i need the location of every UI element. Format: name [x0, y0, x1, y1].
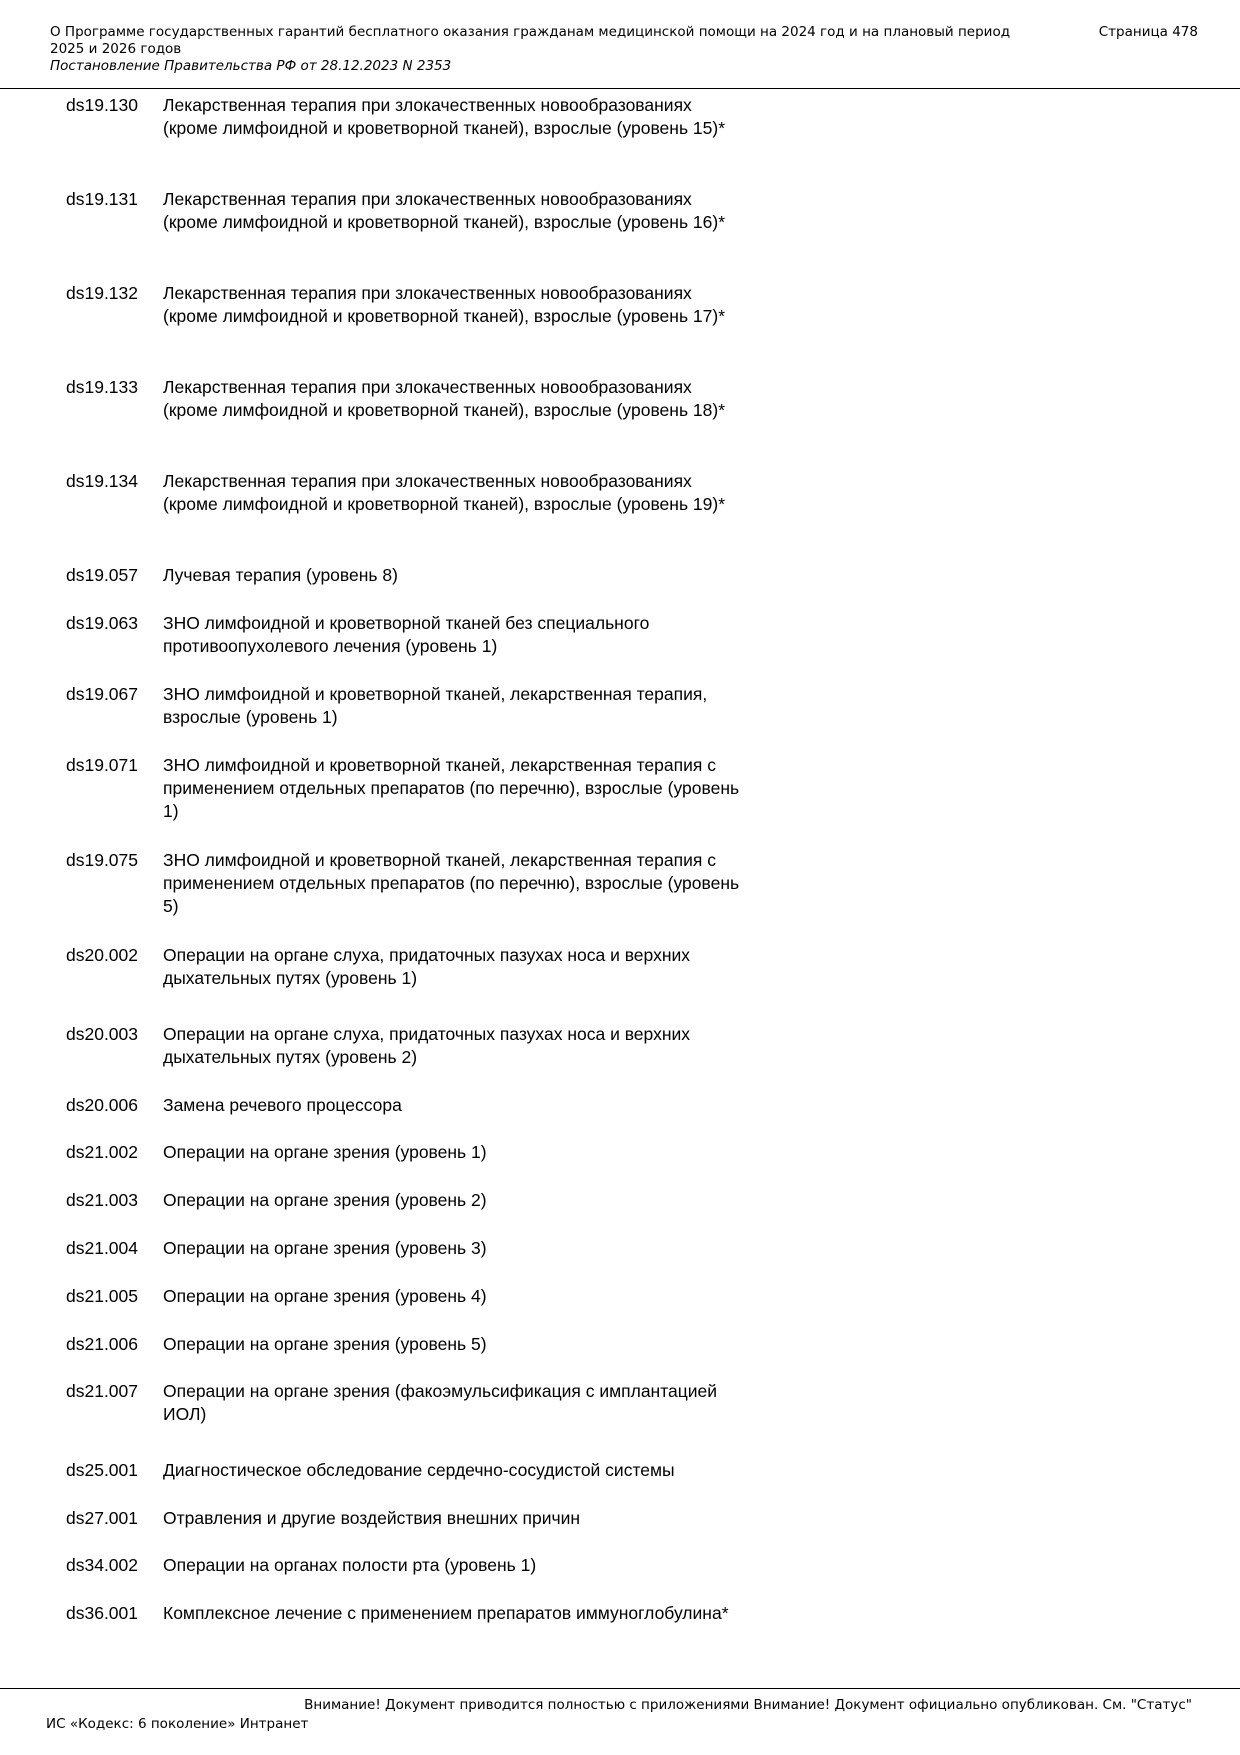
page-header: [50, 24, 1198, 75]
document-reference: Постановление Правительства РФ от 28.12.2023 N 2353: [50, 58, 452, 74]
row-description: ЗНО лимфоидной и кроветворной тканей, лекарственная терапия, взрослые (уровень 1): [163, 684, 708, 727]
row-description: Диагностическое обследование сердечно-сосудистой системы: [163, 1460, 675, 1480]
row-description: Операции на органе зрения (уровень 5): [163, 1334, 487, 1354]
footer-system-name: ИС «Кодекс: 6 поколение» Интранет: [46, 1716, 309, 1732]
row-description: ЗНО лимфоидной и кроветворной тканей без специального противоопухолевого лечения (уровень 1): [163, 613, 650, 656]
row-description: Лекарственная терапия при злокачественных новообразованиях (кроме лимфоидной и кроветворной тканей), взрослые (уровень 17)*: [163, 283, 726, 326]
row-code: ds19.131: [66, 189, 139, 209]
row-description: Операции на органе зрения (уровень 3): [163, 1238, 487, 1258]
row-description: Замена речевого процессора: [163, 1095, 402, 1115]
row-code: ds21.002: [66, 1142, 139, 1162]
row-code: ds19.067: [66, 684, 139, 704]
footer-divider: [0, 1688, 1240, 1689]
row-description: Лекарственная терапия при злокачественных новообразованиях (кроме лимфоидной и кроветворной тканей), взрослые (уровень 18)*: [163, 377, 726, 420]
row-code: ds19.134: [66, 471, 139, 491]
row-description: Операции на органе слуха, придаточных пазухах носа и верхних дыхательных путях (уровень 1): [163, 945, 691, 988]
row-description: ЗНО лимфоидной и кроветворной тканей, лекарственная терапия с применением отдельных препаратов (по перечню), взрослые (уровень 1): [163, 755, 740, 821]
row-code: ds21.003: [66, 1190, 139, 1210]
row-description: Лучевая терапия (уровень 8): [163, 565, 398, 585]
row-code: ds19.063: [66, 613, 139, 633]
row-code: ds21.004: [66, 1238, 139, 1258]
row-description: Комплексное лечение с применением препаратов иммуноглобулина*: [163, 1603, 729, 1623]
document-title: О Программе государственных гарантий бесплатного оказания гражданам медицинской помощи на 2024 год и на плановый период 2025 и 2026 годов: [50, 24, 1011, 57]
page-number: Страница 478: [1098, 24, 1198, 40]
header-divider: [0, 88, 1240, 89]
row-code: ds19.057: [66, 565, 139, 585]
row-code: ds19.075: [66, 850, 139, 870]
row-description: Отравления и другие воздействия внешних причин: [163, 1508, 581, 1528]
row-description: Операции на органе зрения (уровень 2): [163, 1190, 487, 1210]
row-code: ds19.133: [66, 377, 139, 397]
row-code: ds19.132: [66, 283, 139, 303]
row-code: ds19.130: [66, 95, 139, 115]
row-description: ЗНО лимфоидной и кроветворной тканей, лекарственная терапия с применением отдельных препаратов (по перечню), взрослые (уровень 5): [163, 850, 740, 916]
row-code: ds25.001: [66, 1460, 139, 1480]
row-code: ds36.001: [66, 1603, 139, 1623]
row-code: ds20.003: [66, 1024, 139, 1044]
row-description: Лекарственная терапия при злокачественных новообразованиях (кроме лимфоидной и кроветворной тканей), взрослые (уровень 16)*: [163, 189, 726, 232]
row-code: ds20.006: [66, 1095, 139, 1115]
row-code: ds34.002: [66, 1555, 139, 1575]
row-description: Операции на органе зрения (уровень 4): [163, 1286, 487, 1306]
row-code: ds27.001: [66, 1508, 139, 1528]
row-code: ds19.071: [66, 755, 139, 775]
row-code: ds20.002: [66, 945, 139, 965]
footer-notice: Внимание! Документ приводится полностью с приложениями Внимание! Документ официально опубликован. См. "Статус": [304, 1697, 1192, 1713]
row-description: Операции на органе слуха, придаточных пазухах носа и верхних дыхательных путях (уровень 2): [163, 1024, 691, 1067]
row-description: Операции на органе зрения (факоэмульсификация с имплантацией ИОЛ): [163, 1381, 718, 1424]
row-description: Лекарственная терапия при злокачественных новообразованиях (кроме лимфоидной и кроветворной тканей), взрослые (уровень 15)*: [163, 95, 726, 138]
row-description: Операции на органе зрения (уровень 1): [163, 1142, 487, 1162]
row-code: ds21.006: [66, 1334, 139, 1354]
row-description: Лекарственная терапия при злокачественных новообразованиях (кроме лимфоидной и кроветворной тканей), взрослые (уровень 19)*: [163, 471, 726, 514]
row-code: ds21.007: [66, 1381, 139, 1401]
row-code: ds21.005: [66, 1286, 139, 1306]
row-description: Операции на органах полости рта (уровень 1): [163, 1555, 537, 1575]
